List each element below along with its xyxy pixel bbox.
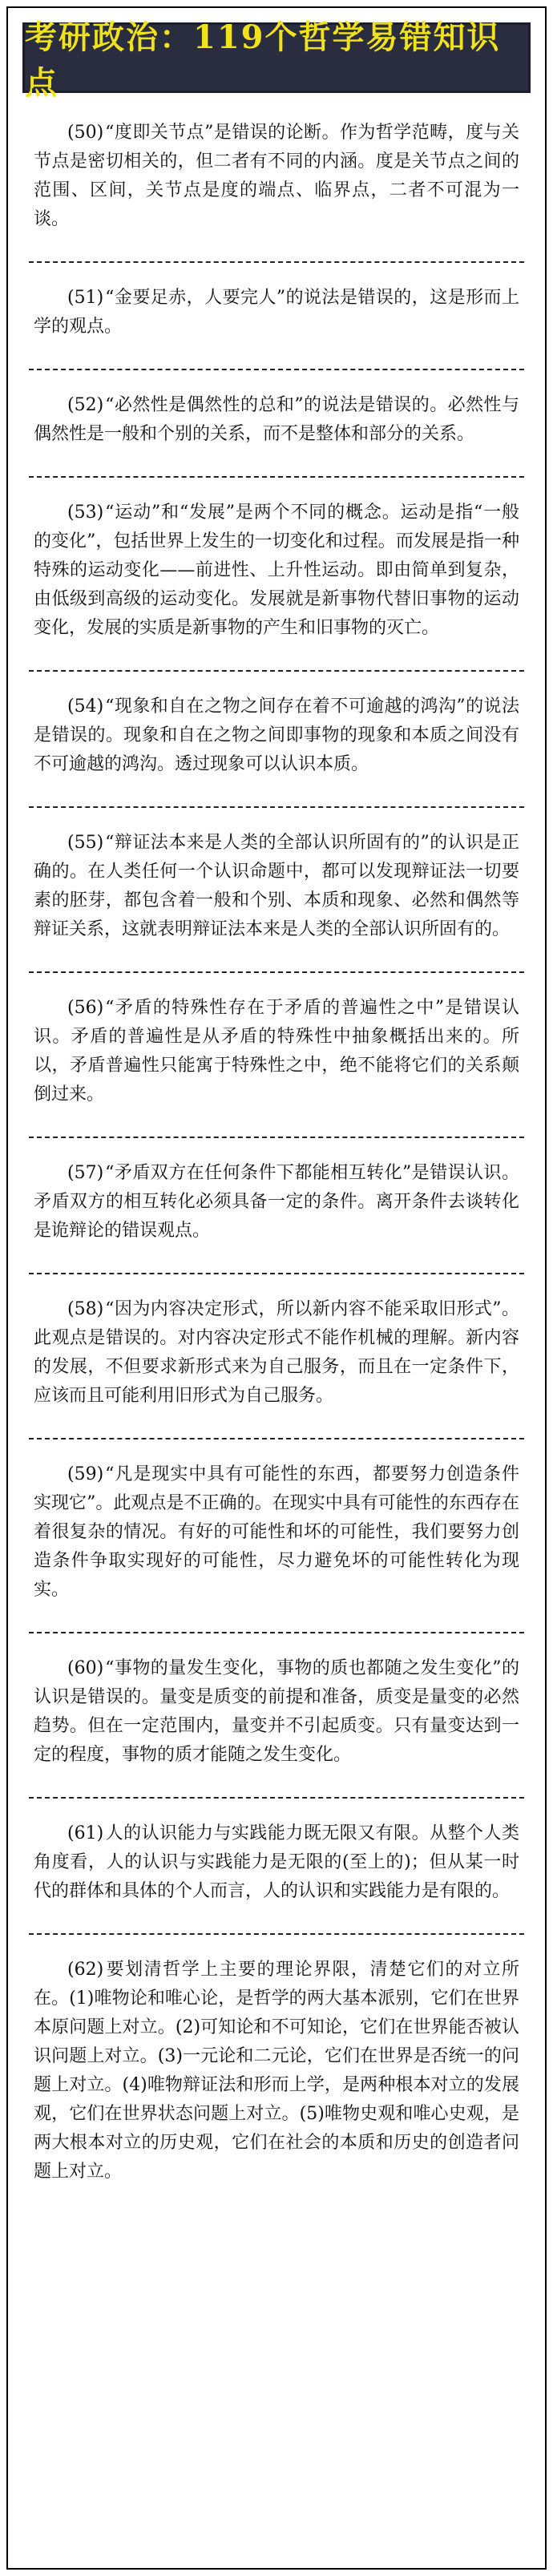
item-text: 要划清哲学上主要的理论界限，清楚它们的对立所在。(1)唯物论和唯心论，是哲学的两大基本派别，它们在世界本原问题上对立。(2)可知论和不可知论，它们在世界能否被认识问题上对立。(3)一元论和二元论，它们在世界是否统一的问题上对立。(4)唯物辩证法和形而上学，是两种根本对立的发展观，它们在世界状态问题上对立。(5)唯物史观和唯心史观，是两大根本对立的历史观，它们在社会的本质和历史的创造者问题上对立。 [34,1960,519,2182]
item-text: “度即关节点”是错误的论断。作为哲学范畴，度与关节点是密切相关的，但二者有不同的内涵。度是关节点之间的范围、区间，关节点是度的端点、临界点，二者不可混为一谈。 [34,123,519,229]
item-number: (55) [67,833,104,853]
item-text: “因为内容决定形式，所以新内容不能采取旧形式”。此观点是错误的。对内容决定形式不能作机械的理解。新内容的发展，不但要求新形式来为自己服务，而且在一定条件下，应该而且可能利用旧形式为自己服务。 [34,1299,519,1406]
item-text: “矛盾的特殊性存在于矛盾的普遍性之中”是错误认识。矛盾的普遍性是从矛盾的特殊性中抽象概括出来的。所以，矛盾普遍性只能寓于特殊性之中，绝不能将它们的关系颠倒过来。 [34,998,519,1104]
item-number: (54) [67,696,104,717]
list-item [29,1797,524,1933]
item-list [8,98,545,2214]
list-item [29,1438,524,1632]
list-item [29,806,524,971]
item-number: (53) [67,503,104,523]
item-text: “运动”和“发展”是两个不同的概念。运动是指“一般的变化”，包括世界上发生的一切变化和过程。而发展是指一种特殊的运动变化——前进性、上升性运动。即由简单到复杂，由低级到高级的运动变化。发展就是新事物代替旧事物的运动变化，发展的实质是新事物的产生和旧事物的灭亡。 [34,503,519,638]
page-title: 考研政治：119个哲学易错知识点 [25,18,501,102]
list-item [29,369,524,476]
item-text: “矛盾双方在任何条件下都能相互转化”是错误认识。矛盾双方的相互转化必须具备一定的条件。离开条件去谈转化是诡辩论的错误观点。 [34,1163,519,1241]
item-text: “事物的量发生变化，事物的质也都随之发生变化”的认识是错误的。量变是质变的前提和准备，质变是量变的必然趋势。但在一定范围内，量变并不引起质变。只有量变达到一定的程度，事物的质才能随之发生变化。 [34,1658,519,1765]
item-number: (62) [67,1960,104,1980]
item-text: “辩证法本来是人类的全部认识所固有的”的认识是正确的。在人类任何一个认识命题中，都可以发现辩证法一切要素的胚芽，都包含着一般和个别、本质和现象、必然和偶然等辩证关系，这就表明辩证法本来是人类的全部认识所固有的。 [34,833,519,939]
list-item [29,476,524,670]
item-number: (61) [67,1823,104,1843]
item-text: “金要足赤，人要完人”的说法是错误的，这是形而上学的观点。 [34,288,519,337]
list-item [29,98,524,261]
title-banner [22,18,531,102]
item-number: (51) [67,288,104,308]
list-item [29,971,524,1137]
list-item [29,261,524,369]
list-item [29,1137,524,1273]
item-number: (52) [67,395,104,415]
item-number: (58) [67,1299,104,1319]
item-number: (60) [67,1658,104,1678]
list-item [29,1632,524,1797]
item-text: “现象和自在之物之间存在着不可逾越的鸿沟”的说法是错误的。现象和自在之物之间即事物的现象和本质之间没有不可逾越的鸿沟。透过现象可以认识本质。 [34,696,519,774]
item-text: “必然性是偶然性的总和”的说法是错误的。必然性与偶然性是一般和个别的关系，而不是整体和部分的关系。 [34,395,519,444]
list-item [29,670,524,806]
content-frame [6,6,547,2570]
item-number: (50) [67,123,104,143]
list-item [29,1933,524,2214]
item-text: 人的认识能力与实践能力既无限又有限。从整个人类角度看，人的认识与实践能力是无限的(至上的)；但从某一时代的群体和具体的个人而言，人的认识和实践能力是有限的。 [34,1823,519,1901]
item-number: (57) [67,1163,104,1183]
item-number: (59) [67,1464,104,1484]
list-item [29,1273,524,1438]
item-number: (56) [67,998,104,1018]
item-text: “凡是现实中具有可能性的东西，都要努力创造条件实现它”。此观点是不正确的。在现实中具有可能性的东西存在着很复杂的情况。有好的可能性和坏的可能性，我们要努力创造条件争取实现好的可能性，尽力避免坏的可能性转化为现实。 [34,1464,519,1600]
